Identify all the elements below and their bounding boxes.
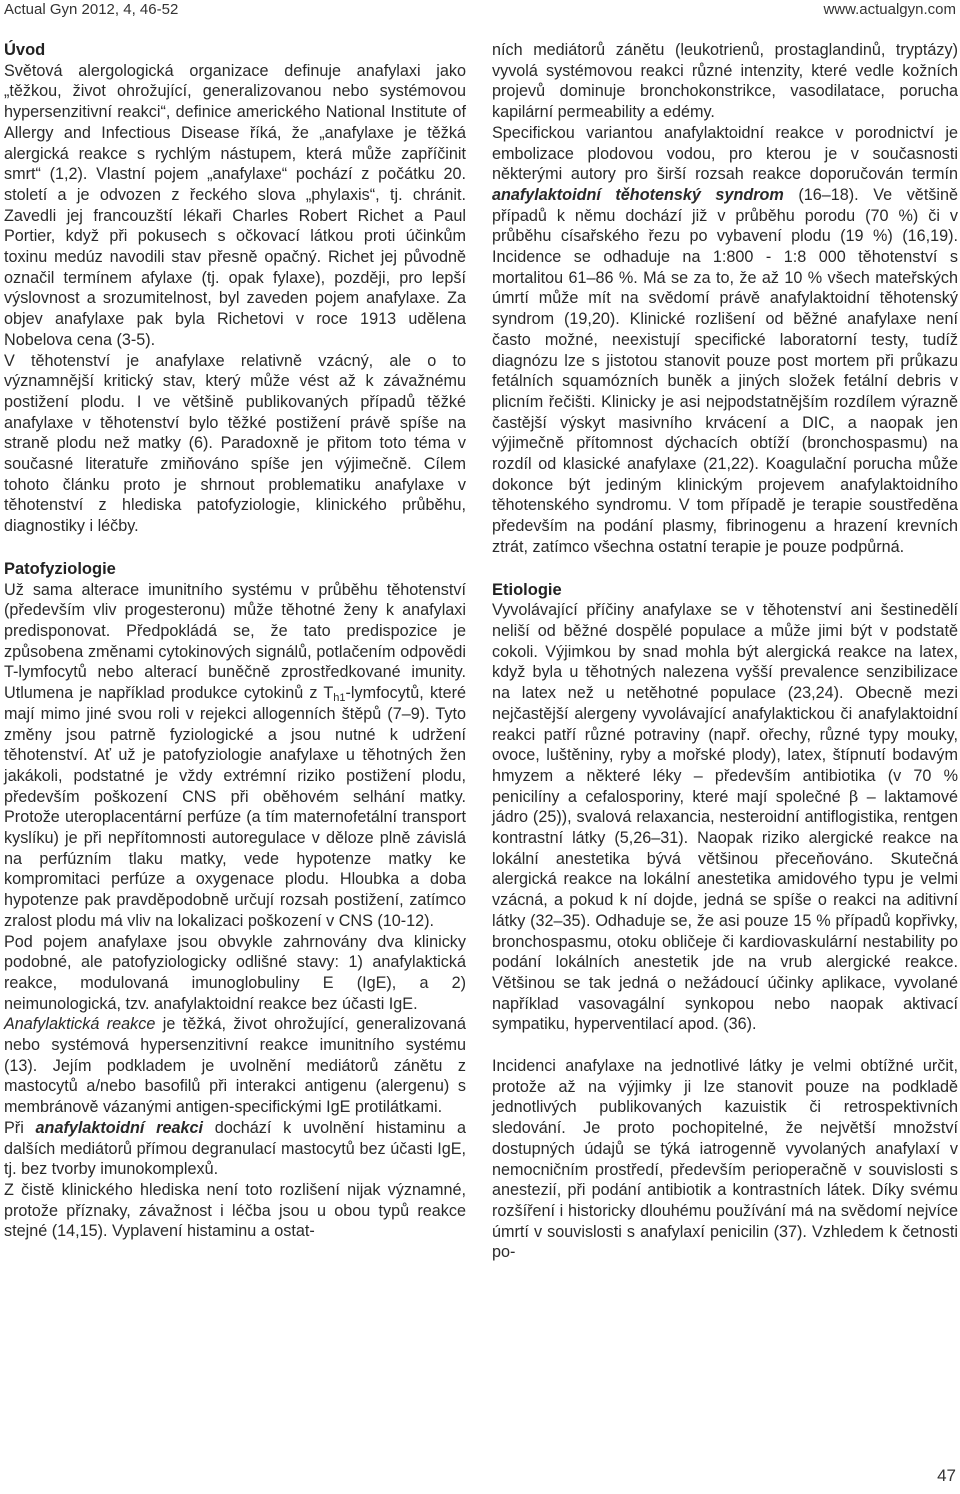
beta-symbol: β (849, 786, 859, 806)
term-anafylaktoidni-tehotensky-syndrom: anafylaktoidní těhotenský syndrom (492, 185, 784, 204)
text-span: dochází k uvolnění histaminu a dalších mediátorů přímou degranulací mastocytů bez účasti IgE, tj. bez tvorby imunokomplexů. (4, 1118, 466, 1179)
paragraph-right-2 (492, 123, 958, 558)
running-header (0, 0, 960, 22)
text-span: Při (4, 1118, 36, 1137)
paragraph-etio-2: Incidenci anafylaxe na jednotlivé látky je velmi obtížné určit, protože až na výjimky ji lze stanovit pouze na podkladě jednotlivých publikovaných kazuistik či retrospektivních sledování. Je proto pochopitelné, že největší množství dostupných údajů se týká iatrogenně vyvolaných anafylaxí v nemocničním prostředí, především perioperačně v souvislosti s anestezií, při podání antibiotik a kontrastních látek. Díky svému rozšíření i historicky dlouhému používání má na svědomí nejvíce úmrtí v souvislosti s anafylaxí penicilin (37). Vzhledem k četnosti po- (492, 1057, 958, 1262)
page-number: 47 (937, 1466, 956, 1485)
paragraph-pato-4 (4, 1118, 466, 1180)
paragraph-pato-5: Z čistě klinického hlediska není toto rozlišení nijak významné, protože příznaky, závažnost i léčba jsou u obou typů reakce stejné (14,15). Vyplavení histaminu a ostat- (4, 1180, 466, 1241)
left-column (4, 40, 466, 1242)
text-span: Vyvolávající příčiny anafylaxe se v těhotenství ani šestinedělí neliší od běžné dospělé populace a může jimi být v podstatě cokoli. Výjimkou by snad mohla být alergická reakce na latex, když byla u těhotných nalezena vyšší prevalence senzibilizace na latex než u netěhotné populace (23,24). Obecně mezi nejčastější alergeny vyvolávající anafylaktickou či anafylaktoidní reakci patří různé potraviny (např. ořechy, různé typy mouky, ovoce, luštěniny, ryby a mořské plody), latex, štípnutí bodavým hmyzem a některé léky – především antibiotika (v 70 % penicilíny a cefalosporiny, které mají společné (492, 601, 958, 806)
right-column (492, 40, 958, 1263)
journal-url[interactable]: www.actualgyn.com (823, 1, 956, 18)
paragraph-etio-1 (492, 600, 958, 1035)
journal-citation: Actual Gyn 2012, 4, 46-52 (4, 1, 179, 18)
paragraph-right-1: ních mediátorů zánětu (leukotrienů, prostaglandinů, tryptázy) vyvolá systémovou reakci různé intenzity, které vedle kožních projevů dominuje bronchokonstrikce, vasodilatace, porucha kapilární permeability a edémy. (492, 41, 958, 122)
text-span: – laktamové jádro (25)), svalová relaxancia, nesteroidní antiflogistika, rentgen kontrastní látky (5,26–31). Naopak riziko alergické reakce na lokální anestetika bývá většinou přeceňováno. Skutečná alergická reakce na lokální anestetika amidového typu je velmi vzácná, a pokud k ní dojde, jedná se spíše o reakci na aditivní látky (32–35). Odhaduje se, že asi pouze 15 % případů kopřivky, bronchospasmu, otoku obličeje či kardiovaskulární nestability po podání lokálních anestetik jde na vrub alergické reakce. Většinou se tak jedná o nežádoucí účinky aplikace, vyvolané například vasovagální synkopou nebo naopak aktivací sympatiku, hyperventilací apod. (36). (492, 787, 959, 1034)
paragraph-intro-1: Světová alergologická organizace definuje anafylaxi jako „těžkou, život ohrožující, generalizovanou nebo systémovou hypersenzitivní reakci“, definice amerického National Institute of Allergy and Infectious Disease říká, že „anafylaxe je těžká alergická reakce s rychlým nástupem, která může zapříčinit smrt“ (1,2). Vlastní pojem „anafylaxe“ pochází z počátku 20. století a je odvozen z řeckého slova „phylaxis“, tj. chránit. Zavedli jej francouzští lékaři Charles Robert Richet a Paul Portier, když při pokusech s očkovací látkou proti účinkům toxinu medúz navodili stav přesně opačný. Richet jej původně označil termínem afylaxe (tj. opak fylaxe), později, pro lepší výslovnost a srozumitelnost, byl zaveden pojem anafylaxe. Za objev anafylaxe pak byla Richetovi v roce 1913 udělena Nobelova cena (3-5). (4, 61, 466, 349)
text-span: (16–18). Ve většině případů k němu dochází již v průběhu porodu (70 %) či v průběhu císařského řezu po vybavení plodu (19 %) (16,19). Incidence se odhaduje na 1:800 - 1:8 000 těhotenství s mortalitou 61–86 %. Má se za to, že až 10 % všech mateřských úmrtí může mít na svědomí právě anafylaktoidní těhotenský syndrom (19,20). Klinické rozlišení od běžné anafylaxe není často možné, neexistují specifické laboratorní testy, tudíž diagnózu lze s jistotou stanovit pouze post mortem při průkazu fetálních squamózních buněk a jiných složek fetální debris v plicním řečišti. Klinicky je asi nejpodstatnějším rozdílem výrazně častější výskyt masivního krvácení a DIC, a naopak jen výjimečně přítomnost dýchacích obtíží (bronchospasmu) na rozdíl od klasické anafylaxe (21,22). Koagulační porucha může dokonce být jediným klinickým projevem anafylaktoidního těhotenského syndromu. V tom případě je terapie soustředěna především na podání plasmy, fibrinogenu a hrazení krevních ztrát, zatímco všechna ostatní terapie je pouze podpůrná. (492, 185, 959, 556)
text-span: Specifickou variantou anafylaktoidní reakce v porodnictví je embolizace plodovou vodou, pro kterou je v současnosti některými autory pro širší rozsah reakce doporučován termín (492, 123, 958, 184)
text-span: Už sama alterace imunitního systému v průběhu těhotenství (především vliv progesteronu) může těhotné ženy k anafylaxi predisponovat. Předpokládá se, že tato predispozice je způsobena změnami cytokinových signálů, potlačením odpovědi T-lymfocytů nebo alterací buněčně zprostředkované imunity. Utlumena je například produkce cytokinů z T (4, 580, 466, 703)
heading-patofyziologie: Patofyziologie (4, 559, 116, 578)
paragraph-pato-3 (4, 1014, 466, 1118)
term-anafylakticka-reakce: Anafylaktická reakce (4, 1015, 156, 1034)
paragraph-pato-1 (4, 580, 466, 932)
heading-uvod: Úvod (4, 41, 46, 59)
subscript: h1 (333, 692, 346, 705)
paragraph-intro-2: V těhotenství je anafylaxe relativně vzácný, ale o to významnější kritický stav, který může vést až k závažnému postižení plodu. I ve většině publikovaných případů těžké anafylaxe v těhotenství bylo těžké postižení právě spíše na straně plodu než matky (6). Paradoxně je přitom toto téma v současné literatuře zmiňováno spíše jen výjimečně. Cílem tohoto článku proto je shrnout problematiku anafylaxe v těhotenství z hlediska patofyziologie, klinického průběhu, diagnostiky i léčby. (4, 351, 466, 536)
paragraph-pato-2: Pod pojem anafylaxe jsou obvykle zahrnovány dva klinicky podobné, ale patofyziologicky odlišné stavy: 1) anafylaktická reakce, modulovaná imunoglobuliny E (IgE), a 2) neimunologická, tzv. anafylaktoidní reakce bez účasti IgE. (4, 932, 466, 1013)
text-span: je těžká, život ohrožující, generalizovaná nebo systémová hypersenzitivní reakce imunitního systému (13). Jejím podkladem je uvolnění mediátorů zánětu z mastocytů a/nebo basofilů při interakci antigenu (alergenu) s membránově vázanými antigen-specifickými IgE protilátkami. (4, 1015, 466, 1117)
text-span: -lymfocytů, které mají mimo jiné svou roli v rejekci allogenních štěpů (7–9). Tyto změny jsou patrně fyziologické a jsou nutné k udržení těhotenství. Ať už je patofyziologie anafylaxe u těhotných žen jakákoli, podstatné je vždy extrémní riziko postižení plodu, především poškození CNS při oběhovém selhání matky. Protože uteroplacentární perfúze (a tím maternofetální transport kyslíku) je při nepřítomnosti autoregulace v děloze plně závislá na perfúzním tlaku matky, vede hypotenze matky ke kompromitaci perfúze a oxygenace plodu. Hloubka a doba hypotenze pak pravděpodobně určují rozsah postižení, zatímco zralost plodu má vliv na lokalizaci poškození v CNS (10-12). (4, 684, 466, 930)
term-anafylaktoidni-reakce: anafylaktoidní reakci (35, 1118, 203, 1137)
heading-etiologie: Etiologie (492, 580, 562, 599)
